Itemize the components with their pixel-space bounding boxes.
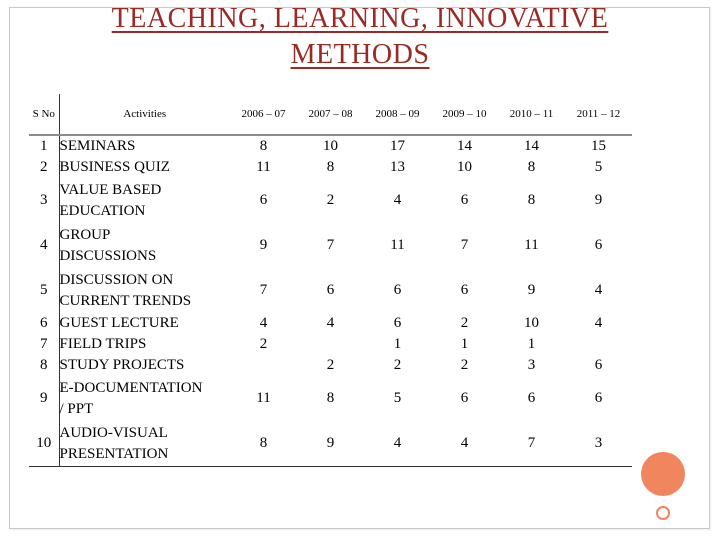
activity-label: FIELD TRIPS	[59, 336, 147, 352]
value-cell: 5	[594, 159, 603, 175]
value-cell: 10	[457, 159, 472, 175]
activity-cell	[59, 223, 230, 268]
value-cell: 14	[524, 138, 539, 154]
value-cell: 8	[326, 390, 335, 406]
row-number: 7	[40, 336, 48, 352]
title-line-2: METHODS	[290, 39, 430, 70]
methods-table	[29, 94, 632, 467]
activity-cell	[59, 376, 230, 421]
value-cell: 7	[259, 282, 268, 298]
header-year: 2006 – 07	[230, 94, 297, 135]
value-cell: 6	[393, 315, 402, 331]
value-cell: 8	[326, 159, 335, 175]
value-cell: 8	[527, 192, 536, 208]
header-row	[29, 94, 632, 135]
value-cell: 6	[460, 192, 469, 208]
value-cell	[230, 355, 297, 376]
row-number: 8	[40, 357, 48, 373]
value-cell: 4	[393, 192, 402, 208]
activity-cell	[59, 313, 230, 334]
value-cell: 17	[390, 138, 405, 154]
activity-cell	[59, 334, 230, 355]
value-cell: 10	[323, 138, 338, 154]
header-year: 2009 – 10	[431, 94, 498, 135]
value-cell: 6	[594, 237, 603, 253]
activity-label: EDUCATION	[59, 202, 146, 219]
value-cell: 9	[594, 192, 603, 208]
value-cell: 15	[591, 138, 606, 154]
activity-label: GUEST LECTURE	[59, 315, 179, 331]
value-cell: 13	[390, 159, 405, 175]
value-cell: 3	[527, 357, 536, 373]
activity-label: CURRENT TRENDS	[59, 292, 192, 309]
row-number: 10	[29, 421, 59, 467]
activity-label: PRESENTATION	[59, 445, 169, 462]
value-cell: 11	[256, 390, 271, 406]
value-cell: 14	[457, 138, 472, 154]
activity-cell	[59, 178, 230, 223]
table-row	[29, 178, 632, 223]
value-cell: 6	[326, 282, 335, 298]
value-cell: 9	[527, 282, 536, 298]
row-number: 5	[40, 282, 48, 298]
table-row	[29, 223, 632, 268]
value-cell: 11	[390, 237, 405, 253]
ring-decoration-icon	[656, 506, 670, 520]
activity-label: BUSINESS QUIZ	[59, 159, 170, 175]
value-cell: 5	[393, 390, 402, 406]
value-cell: 7	[498, 421, 565, 467]
value-cell	[565, 334, 632, 355]
table-row	[29, 268, 632, 313]
value-cell: 2	[393, 357, 402, 373]
value-cell: 8	[259, 138, 268, 154]
value-cell: 4	[259, 315, 268, 331]
value-cell: 4	[594, 315, 603, 331]
slide-title	[40, 1, 680, 73]
value-cell: 2	[326, 357, 335, 373]
activity-cell	[59, 157, 230, 178]
table-row	[29, 334, 632, 355]
row-number: 2	[40, 159, 48, 175]
value-cell: 6	[594, 390, 603, 406]
value-cell	[297, 334, 364, 355]
value-cell: 3	[565, 421, 632, 467]
activity-cell	[59, 355, 230, 376]
value-cell: 2	[326, 192, 335, 208]
value-cell: 11	[256, 159, 271, 175]
value-cell: 10	[524, 315, 539, 331]
row-number: 3	[40, 192, 48, 208]
value-cell: 9	[259, 237, 268, 253]
row-number: 9	[40, 390, 48, 406]
header-year: 2010 – 11	[498, 94, 565, 135]
value-cell: 6	[393, 282, 402, 298]
row-number: 6	[40, 315, 48, 331]
value-cell: 11	[524, 237, 539, 253]
value-cell: 4	[364, 421, 431, 467]
activity-label: DISCUSSIONS	[59, 247, 157, 264]
table-row	[29, 135, 632, 157]
value-cell: 1	[527, 336, 536, 352]
value-cell: 9	[297, 421, 364, 467]
value-cell: 1	[393, 336, 402, 352]
row-number: 1	[40, 138, 48, 154]
value-cell: 7	[460, 237, 469, 253]
table-row	[29, 355, 632, 376]
value-cell: 8	[230, 421, 297, 467]
table-row	[29, 313, 632, 334]
activity-cell	[59, 268, 230, 313]
value-cell: 1	[460, 336, 469, 352]
title-line-1: TEACHING, LEARNING, INNOVATIVE	[111, 3, 609, 34]
header-year: 2007 – 08	[297, 94, 364, 135]
header-year: 2011 – 12	[565, 94, 632, 135]
value-cell: 2	[460, 357, 469, 373]
activity-label: / PPT	[59, 400, 94, 417]
activity-label: STUDY PROJECTS	[59, 357, 185, 373]
value-cell: 8	[527, 159, 536, 175]
activity-label: VALUE BASED	[59, 181, 162, 198]
header-year: 2008 – 09	[364, 94, 431, 135]
value-cell: 6	[527, 390, 536, 406]
value-cell: 4	[431, 421, 498, 467]
value-cell: 4	[326, 315, 335, 331]
activity-label: GROUP	[59, 226, 111, 243]
activity-cell	[59, 135, 230, 157]
value-cell: 6	[259, 192, 268, 208]
circle-decoration-icon	[641, 452, 685, 496]
header-sno: S No	[29, 94, 59, 135]
activity-label: DISCUSSION ON	[59, 271, 174, 288]
value-cell: 4	[594, 282, 603, 298]
row-number: 4	[40, 237, 48, 253]
value-cell: 2	[259, 336, 268, 352]
value-cell: 7	[326, 237, 335, 253]
header-activities: Activities	[59, 94, 230, 135]
activity-cell	[59, 421, 230, 467]
value-cell: 6	[460, 390, 469, 406]
table-row	[29, 157, 632, 178]
value-cell: 2	[460, 315, 469, 331]
activity-label: AUDIO-VISUAL	[59, 424, 168, 441]
table-row	[29, 376, 632, 421]
value-cell: 6	[460, 282, 469, 298]
activity-label: SEMINARS	[59, 138, 136, 154]
activity-label: E-DOCUMENTATION	[59, 379, 203, 396]
value-cell: 6	[594, 357, 603, 373]
table-row	[29, 421, 632, 467]
